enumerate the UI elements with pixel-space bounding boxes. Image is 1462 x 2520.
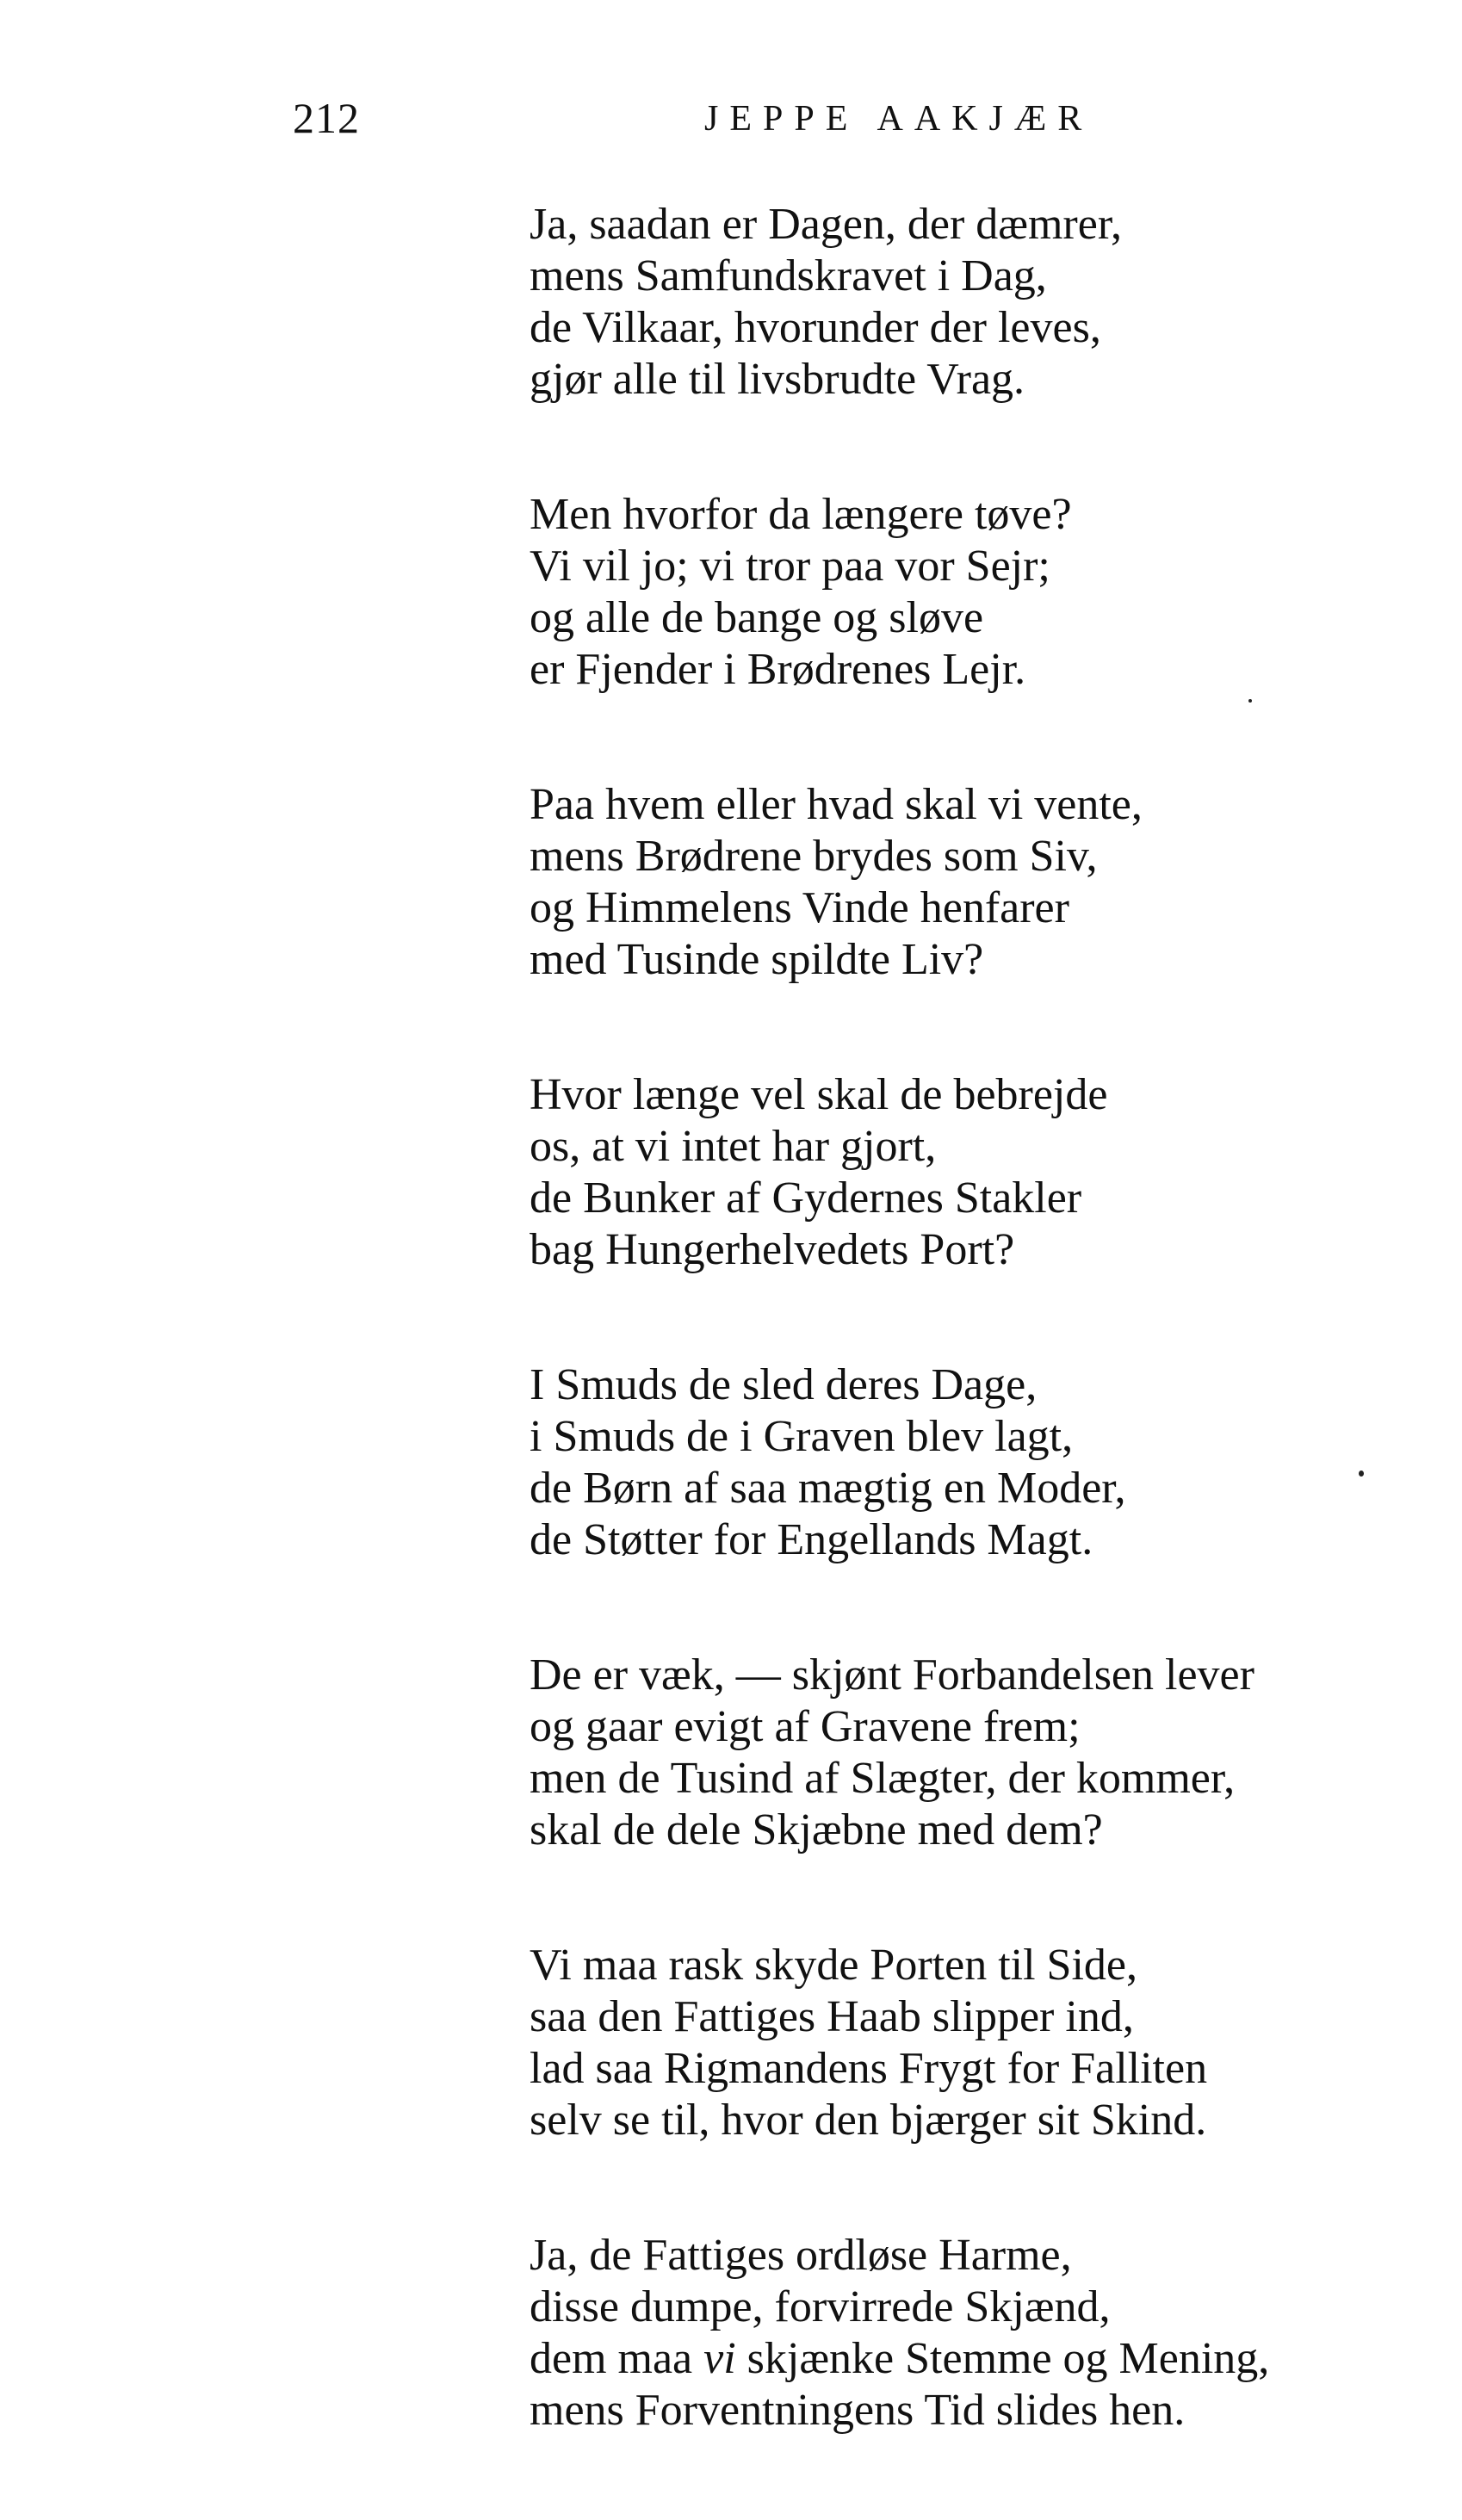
line-text: dem maa xyxy=(530,2334,704,2383)
poem-line: men de Tusind af Slægter, der kommer, xyxy=(530,1754,1236,1803)
stanza xyxy=(530,1940,1451,2146)
stanza xyxy=(530,1359,1451,1566)
poem-line: og alle de bange og sløve xyxy=(530,593,984,642)
poem-line: Paa hvem eller hvad skal vi vente, xyxy=(530,780,1143,829)
poem-line: Ja, de Fattiges ordløse Harme, xyxy=(530,2231,1072,2280)
poem-line: Hvor længe vel skal de bebrejde xyxy=(530,1070,1108,1119)
poem-line: disse dumpe, forvirrede Skjænd, xyxy=(530,2282,1111,2331)
poem-line: de Støtter for Engellands Magt. xyxy=(530,1515,1093,1564)
poem-line: os, at vi intet har gjort, xyxy=(530,1122,937,1171)
stanza xyxy=(530,1069,1451,1276)
stanza xyxy=(530,779,1451,986)
stanza xyxy=(530,489,1451,696)
emphasized-word: vi xyxy=(703,2334,736,2383)
poem-line: skal de dele Skjæbne med dem? xyxy=(530,1805,1103,1854)
poem-line: de Bunker af Gydernes Stakler xyxy=(530,1173,1082,1223)
poem-line-with-emphasis xyxy=(530,2333,1451,2385)
poem-line: i Smuds de i Graven blev lagt, xyxy=(530,1412,1074,1461)
poem-line: I Smuds de sled deres Dage, xyxy=(530,1360,1038,1409)
stanza xyxy=(530,2230,1451,2436)
poem-line: Ja, saadan er Dagen, der dæmrer, xyxy=(530,200,1123,249)
poem-line: de Børn af saa mægtig en Moder, xyxy=(530,1464,1126,1513)
poem-line: og Himmelens Vinde henfarer xyxy=(530,883,1069,932)
poem-line: Vi maa rask skyde Porten til Side, xyxy=(530,1941,1137,1990)
poem-line: selv se til, hvor den bjærger sit Skind. xyxy=(530,2096,1207,2145)
running-head: JEPPE AAKJÆR xyxy=(704,99,1093,139)
poem-line: mens Brødrene brydes som Siv, xyxy=(530,832,1098,881)
poem-line: mens Samfundskravet i Dag, xyxy=(530,251,1047,300)
poem-line: Men hvorfor da længere tøve? xyxy=(530,490,1072,539)
poem-line: de Vilkaar, hvorunder der leves, xyxy=(530,303,1101,352)
poem-line: bag Hungerhelvedets Port? xyxy=(530,1225,1015,1274)
poem xyxy=(530,199,1451,2520)
poem-line: og gaar evigt af Gravene frem; xyxy=(530,1702,1081,1751)
poem-line: lad saa Rigmandens Frygt for Falliten xyxy=(530,2044,1208,2093)
poem-line: saa den Fattiges Haab slipper ind, xyxy=(530,1992,1134,2041)
poem-line: gjør alle til livsbrudte Vrag. xyxy=(530,355,1025,404)
poem-line: med Tusinde spildte Liv? xyxy=(530,935,984,984)
poem-line: Vi vil jo; vi tror paa vor Sejr; xyxy=(530,542,1050,591)
stanza xyxy=(530,199,1451,406)
poem-line: De er væk, — skjønt Forbandelsen lever xyxy=(530,1650,1254,1700)
poem-line: mens Forventningens Tid slides hen. xyxy=(530,2386,1186,2435)
line-text: skjænke Stemme og Mening, xyxy=(735,2334,1270,2383)
page-number: 212 xyxy=(293,94,360,142)
stanza xyxy=(530,1650,1451,1856)
poem-line: er Fjender i Brødrenes Lejr. xyxy=(530,645,1026,694)
scan-speck xyxy=(1359,1471,1364,1477)
scan-speck xyxy=(1248,699,1252,703)
